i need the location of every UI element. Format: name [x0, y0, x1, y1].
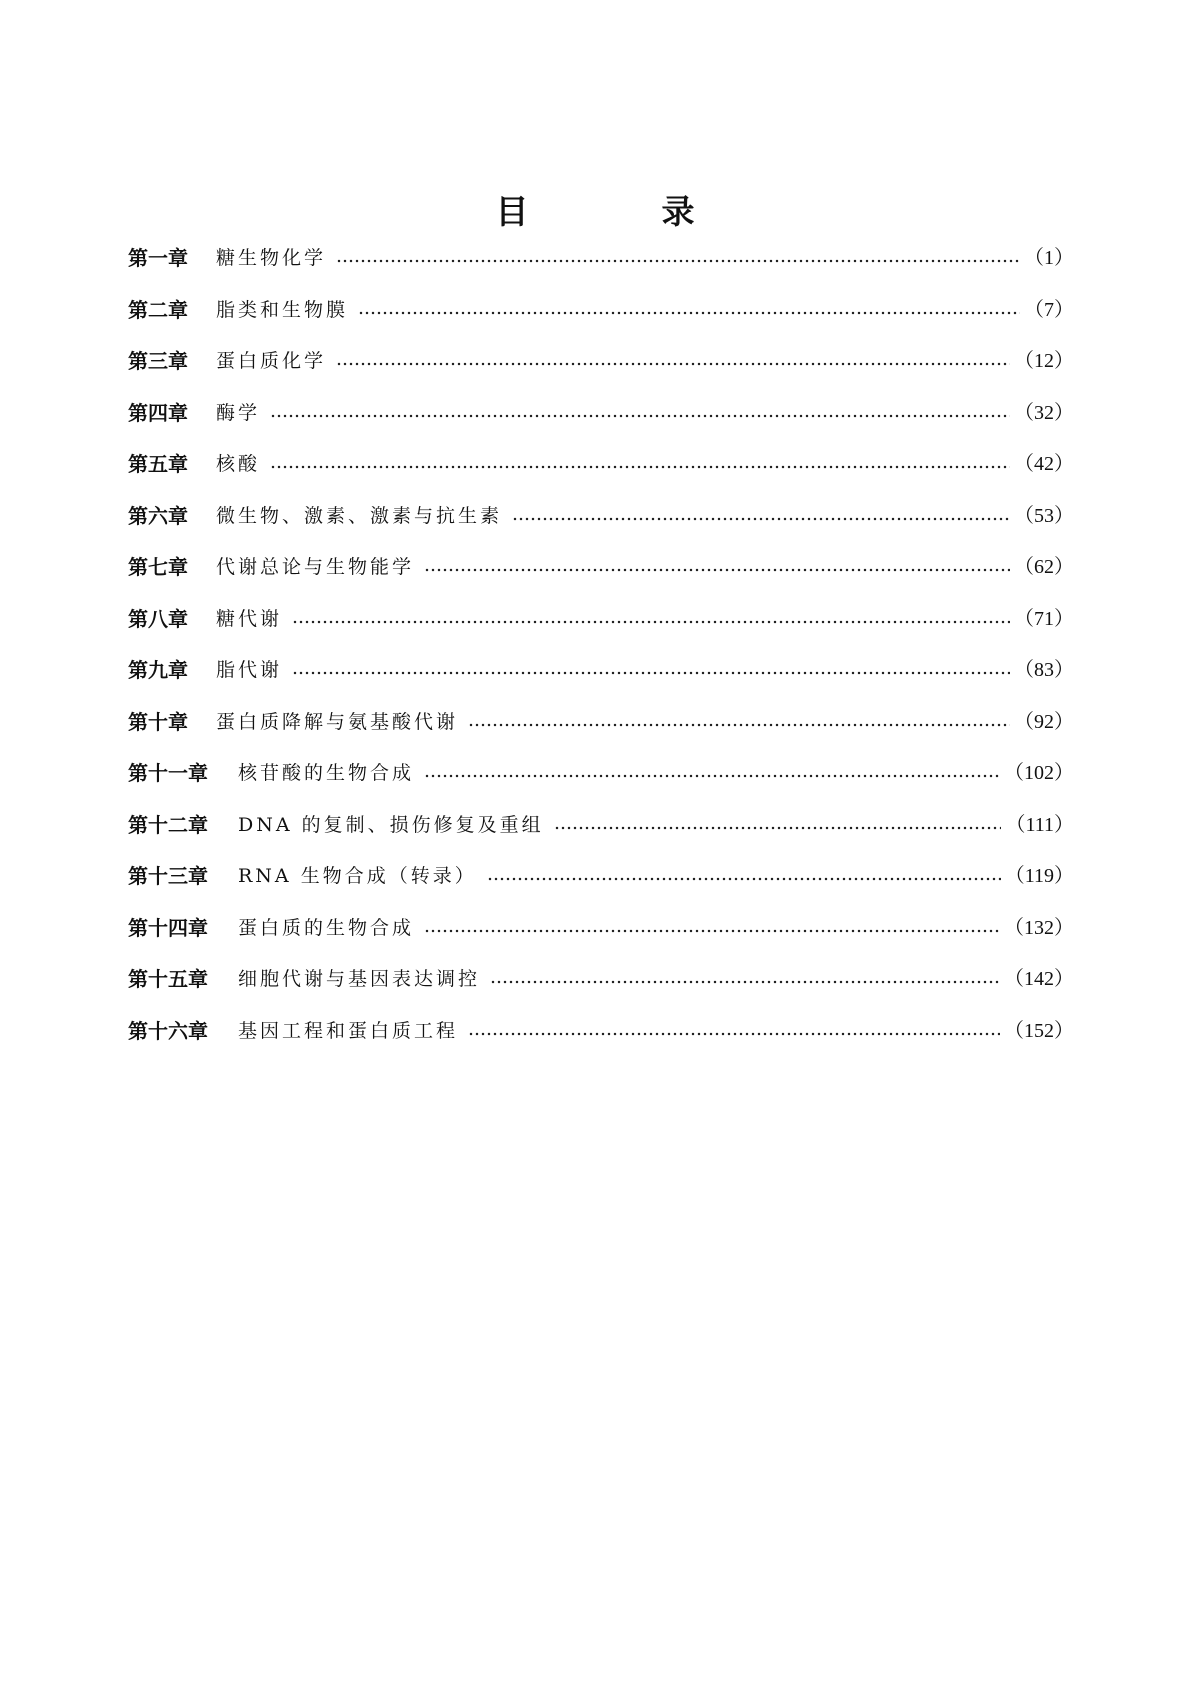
chapter-number: 第九章 — [128, 658, 188, 682]
chapter-title: 糖生物化学 — [216, 247, 327, 269]
page-number: （42） — [1014, 453, 1074, 475]
chapter-title: DNA 的复制、损伤修复及重组 — [238, 813, 544, 836]
chapter-number: 第四章 — [128, 400, 188, 425]
chapter-number: 第一章 — [128, 246, 188, 270]
chapter-number: 第十一章 — [128, 761, 208, 785]
toc-entry[interactable] — [128, 915, 1074, 967]
chapter-title: 蛋白质的生物合成 — [238, 916, 415, 939]
dot-leader — [336, 245, 1020, 263]
toc-entry[interactable] — [128, 554, 1074, 606]
dot-leader — [424, 554, 1010, 572]
page-number: （119） — [1004, 865, 1074, 887]
dot-leader — [358, 297, 1020, 315]
dot-leader — [424, 915, 1000, 933]
dot-leader — [554, 812, 1002, 830]
chapter-number: 第七章 — [128, 555, 188, 579]
chapter-title: 微生物、激素、激素与抗生素 — [216, 504, 503, 527]
toc-entry[interactable] — [128, 400, 1074, 452]
dot-leader — [292, 606, 1010, 624]
toc-entry[interactable] — [128, 760, 1074, 812]
dot-leader — [270, 451, 1010, 469]
chapter-number: 第五章 — [128, 452, 188, 476]
chapter-number: 第六章 — [128, 503, 188, 528]
chapter-number: 第十章 — [128, 709, 188, 734]
dot-leader — [512, 503, 1010, 521]
toc-entry[interactable] — [128, 451, 1074, 503]
chapter-title: 细胞代谢与基因表达调控 — [238, 968, 481, 990]
page-number: （7） — [1024, 298, 1074, 321]
page-number: （132） — [1004, 916, 1074, 939]
toc-entry[interactable] — [128, 966, 1074, 1018]
toc-entry[interactable] — [128, 657, 1074, 709]
chapter-title: 基因工程和蛋白质工程 — [238, 1019, 459, 1042]
page-title: 目 录 — [495, 192, 745, 231]
dot-leader — [468, 1018, 1000, 1036]
chapter-title: 酶学 — [216, 401, 261, 424]
page-number: （83） — [1014, 659, 1074, 681]
chapter-number: 第十三章 — [128, 864, 208, 888]
toc-entry[interactable] — [128, 245, 1074, 297]
toc-list — [128, 245, 1074, 1069]
page-number: （152） — [1004, 1019, 1074, 1042]
dot-leader — [336, 348, 1010, 366]
chapter-title: 核酸 — [216, 453, 261, 475]
chapter-title: 脂类和生物膜 — [216, 298, 349, 321]
chapter-number: 第十二章 — [128, 812, 208, 837]
toc-entry[interactable] — [128, 348, 1074, 400]
dot-leader — [468, 709, 1010, 727]
dot-leader — [424, 760, 1000, 778]
chapter-number: 第十六章 — [128, 1018, 208, 1043]
chapter-title: 蛋白质化学 — [216, 350, 327, 372]
chapter-title: 核苷酸的生物合成 — [238, 762, 415, 784]
page-number: （142） — [1004, 968, 1074, 990]
chapter-title: RNA 生物合成（转录） — [238, 865, 477, 887]
dot-leader — [270, 400, 1010, 418]
toc-entry[interactable] — [128, 1018, 1074, 1070]
chapter-title: 脂代谢 — [216, 659, 283, 681]
chapter-number: 第三章 — [128, 349, 188, 373]
chapter-title: 蛋白质降解与氨基酸代谢 — [216, 710, 459, 733]
dot-leader — [487, 863, 1001, 881]
page-number: （71） — [1014, 607, 1074, 630]
page-number: （53） — [1014, 504, 1074, 527]
toc-entry[interactable] — [128, 297, 1074, 349]
dot-leader — [490, 966, 1000, 984]
page-number: （92） — [1014, 710, 1074, 733]
toc-entry[interactable] — [128, 606, 1074, 658]
page-number: （1） — [1024, 247, 1074, 269]
chapter-title: 糖代谢 — [216, 607, 283, 630]
chapter-number: 第二章 — [128, 297, 188, 322]
chapter-title: 代谢总论与生物能学 — [216, 556, 415, 578]
page-number: （62） — [1014, 556, 1074, 578]
toc-entry[interactable] — [128, 709, 1074, 761]
page-number: （12） — [1014, 350, 1074, 372]
page-number: （111） — [1005, 813, 1074, 836]
chapter-number: 第十五章 — [128, 967, 208, 991]
toc-entry[interactable] — [128, 863, 1074, 915]
chapter-number: 第十四章 — [128, 915, 208, 940]
dot-leader — [292, 657, 1010, 675]
toc-entry[interactable] — [128, 503, 1074, 555]
page-number: （32） — [1014, 401, 1074, 424]
page-number: （102） — [1004, 762, 1074, 784]
toc-entry[interactable] — [128, 812, 1074, 864]
chapter-number: 第八章 — [128, 606, 188, 631]
